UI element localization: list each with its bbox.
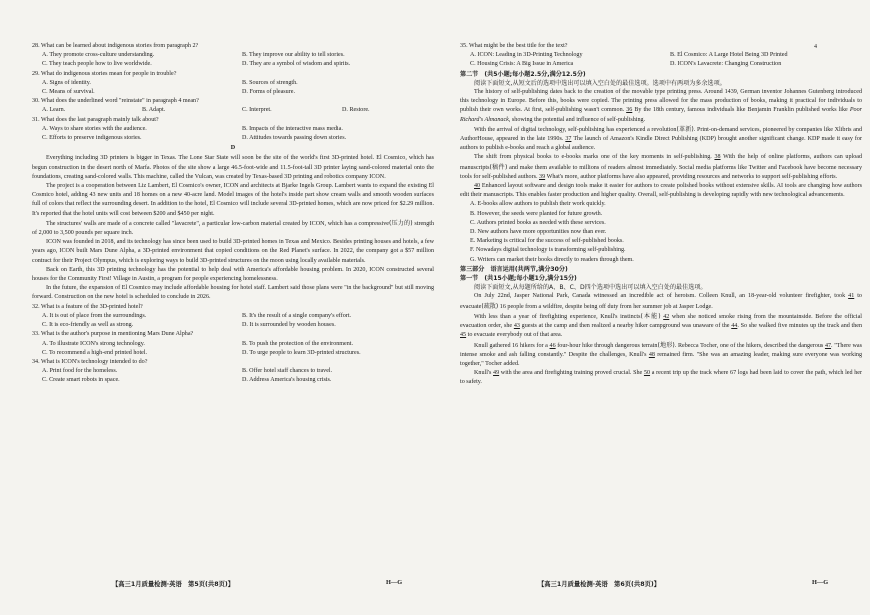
passage-paragraph [32,219,434,238]
text: guests at the camp and then realized a nearby hiker campground was unaware of the [521,323,730,330]
options-31 [32,125,434,143]
book-title: Poor Richard's Almanack [460,107,862,123]
passage-paragraph [460,369,862,387]
choice-list [460,200,862,264]
section-2-instructions: 阅读下面短文,从短文后的选项中选出可以填入空白处的最佳选项。选项中有两项为多余选项。 [474,79,726,87]
section-1-heading: 第一节 (共15小题;每小题1分,满分15分) [460,275,577,283]
option: D. It is surrounded by wooden houses. [242,322,336,329]
passage-paragraph [460,125,862,154]
left-footer-code: H—G [386,579,403,586]
gloss: (本能) [640,312,661,320]
option: C. Interpret. [242,107,272,114]
blank-39: 39 [539,173,546,180]
question-34: 34. What is ICON's technology intended to do? [32,358,148,365]
question-32: 32. What is a feature of the 3D-printed hotel? [32,303,143,310]
text: Enhanced layout software and design tools make it easier for authors to create polished books without extensive skills. AI tools are changing how authors edit their manuscripts. This enables faster production and higher quality. Overall, self-publishing is developing rapidly with new technological advancements. [460,183,862,199]
option: A. Print food for the homeless. [42,368,118,375]
text: when she noticed smoke rising from the mountainside. Before the official evacuation order, she [460,313,862,330]
text: With the help of online platforms, authors can upload manuscripts [460,154,863,171]
option: B. Adapt. [142,107,166,114]
passage-paragraph: ICON was founded in 2018, and its technology has since been used to build 3D-printed homes in Texas and Mexico. Besides printing houses and hotels, a few years ago, ICON built Mars Dune Alpha, a 3D-printed environment that copied conditions on the Red Planet's surface. In 2022, the company got a $57 million contract for their Project Olympus, which is exploring ways to build 3D-printed structures on the moon using locally available materials. [32,239,434,264]
choice: E. Marketing is critical for the success of self-published books. [470,238,624,245]
option: D. Attitudes towards passing down stories. [242,135,347,142]
left-footer-title: 【高三1月质量检测·英语 第5页(共8页)】 [112,581,235,588]
question-31: 31. What does the last paragraph mainly talk about? [32,116,159,123]
text: remained firm. "She was an amazing leader, making sure everyone was working together," Tocher added. [460,351,862,367]
text: With the arrival of digital technology, self-publishing has experienced a revolution [474,126,677,133]
option: C. They teach people how to live worldwide. [42,61,152,68]
text: strength of 2,000 to 3,500 pounds per square inch. [32,220,435,237]
option: B. They improve our ability to tell stories. [242,52,345,59]
passage-paragraph: In the future, the expansion of El Cosmico may include affordable housing for hotel staff. Lambert said those plans were "in the background" but still moving forward. Construction on the new hotel is scheduled to conclude in 2026. [32,285,434,301]
blank-42: 42 [663,313,670,320]
option: B. Offer hotel staff chances to travel. [242,368,333,375]
text: , showing the potential and influence of self-publishing. [508,116,646,123]
passage-paragraph [460,182,862,200]
blank-46: 46 [549,342,556,349]
text: . So she walked five minutes up the track and then [737,323,863,330]
option: B. El Cosmico: A Large Hotel Being 3D Printed [670,52,788,59]
passage-paragraph: Back on Earth, this 3D printing technology has the potential to help deal with America's affordable housing problem. In 2020, ICON constructed several houses for the Community First! Village in Austin, a program for people experiencing homelessness. [32,266,434,283]
text: four-hour hike through dangerous terrain [557,342,658,349]
passage-paragraph [460,341,862,370]
question-28: 28. What can be learned about indigenous stories from paragraph 2? [32,43,199,49]
option: B. It's the result of a single company's effort. [242,312,352,319]
options-35 [460,51,862,69]
options-34 [32,367,434,385]
text: With less than a year of firefighting experience, Knull's instincts [474,313,641,320]
option: C. Means of survival. [42,89,95,96]
blank-40: 40 [474,183,481,190]
part-3-heading: 第三部分 语言运用(共两节,满分30分) [460,265,568,273]
passage-paragraph [460,153,862,182]
gloss: (革新) [676,125,694,133]
options-29 [32,79,434,97]
option: A. It is out of place from the surroundings. [42,312,147,319]
passage-paragraph: Everything including 3D printers is bigger in Texas. The Lone Star State will soon be the site of the world's first 3D-printed hotel. El Cosmico, which has begun construction in the desert north of Marfa. Photos of the site show a large 46.5-foot-wide and 11.5-foot-tall 3D printer laying sand-colored material onto the foundations, creating sand-colored walls. This machine, called the Vulcan, was created by Texas-based 3D printing and robotics company ICON. [32,155,434,180]
gloss: (稿件) [489,163,508,171]
blank-48: 48 [648,351,655,358]
option: D. ICON's Lavacrete: Changing Construction [670,61,782,68]
option: A. Ways to share stories with the audience. [42,125,147,132]
gloss: (压力的) [388,219,413,227]
text: with the area and firefighting training proved crucial. She [500,370,643,377]
right-page [460,42,862,388]
section-1-instructions: 阅读下面短文,从每题所给的A、B、C、D四个选项中选出可以填入空白处的最佳选项。 [474,284,707,292]
option: A. Learn. [42,107,66,114]
passage-paragraph: The project is a cooperation between Liz Lambert, El Cosmico's owner, ICON and architects at Bjarke Ingels Group. Lambert wants to expand the existing El Cosmico hotel, adding 43 new units and 18 homes on a new 40-acre land. Model images of the hotel's inside part show cream walls and smooth wooden surfaces full of colors that reflect the surrounding desert. In addition to the hotel, El Cosmico will include several 3D-printed homes, which are now priced for $2.29 million. It's reported that the hotel units will cost between $200 and $450 per night. [32,183,434,217]
text: Knull's [474,370,492,377]
text: . Rebecca Tocher, one of the hikers, described the dangerous [674,342,824,349]
option: C. Housing Crisis: A Big Issue in America [470,61,574,68]
passage-paragraph [460,88,862,125]
option: C. To recommend a high-end printed hotel. [42,349,148,356]
choice: D. New authors have more opportunities now than ever. [470,229,607,236]
blank-44: 44 [731,323,738,330]
option: D. Restore. [342,107,370,114]
option: B. Sources of strength. [242,79,298,86]
passage-paragraph [460,292,862,311]
choice: F. Nowadays digital technology is transforming self-publishing. [470,247,626,254]
text: By the 18th century, famous individuals like Benjamin Franklin published works like [634,107,848,114]
right-footer-title: 【高三1月质量检测·英语 第6页(共8页)】 [538,581,661,588]
blank-37: 37 [565,136,572,143]
option: A. Signs of identity. [42,79,91,86]
option: D. They are a symbol of wisdom and spirits. [242,61,351,68]
option: A. To illustrate ICON's strong technology. [42,340,145,347]
question-29: 29. What do indigenous stories mean for people in trouble? [32,70,177,77]
option: D. To urge people to learn 3D-printed structures. [242,349,361,356]
choice: C. Authors printed books as needed with these services. [470,219,606,226]
blank-36: 36 [626,107,633,114]
text: to evacuate [460,293,862,310]
left-page [32,42,434,386]
options-28 [32,51,434,69]
text: The launch of Amazon's Kindle Direct Publishing (KDP) brought another significant change. KDP made it easy for authors to publish e-books and reach a global audience. [460,136,863,152]
option: B. To push the protection of the environment. [242,340,353,347]
question-30: 30. What does the underlined word "reinstate" in paragraph 4 mean? [32,98,199,105]
right-footer-code: H—G [812,579,829,586]
text: The structures' walls are made of a concrete called "lavacrete", a particular low-carbon material created by ICON, which has a compressive [46,220,389,227]
text: The shift from physical books to e-books marks one of the key moments in self-publishing. [474,154,712,161]
option: C. Create smart robots in space. [42,377,120,384]
blank-43: 43 [513,323,520,330]
blank-49: 49 [493,370,500,377]
choice: G. Writers can market their books directly to readers through them. [470,256,634,263]
blank-38: 38 [714,154,721,161]
option: D. Address America's housing crisis. [242,377,332,384]
gloss: (地形) [657,341,675,349]
text: What's more, author platforms have also appeared, providing resources and networks to support self-publishing efforts. [546,173,838,180]
text: to evacuate everybody out of that area. [467,332,563,339]
text: and make them available to millions of readers almost immediately. Social media platforms like Twitter and Facebook have become necessary tools for self-published authors. [460,164,862,180]
text: a recent trip up the track where 67 logs had been laid to cover the path, which led her to safety. [460,370,862,386]
option: B. Impacts of the interactive mass media. [242,125,343,132]
options-33 [32,340,434,358]
blank-45: 45 [460,332,467,339]
text: . Print-on-demand services, pioneered by companies like Xlibris and AuthorHouse, appeared in the late 1990s. [460,126,862,143]
page-mark: 4 [814,44,817,50]
blank-41: 41 [848,293,855,300]
options-30 [32,106,434,115]
option: C. Efforts to preserve indigenous stories. [42,135,142,142]
question-35: 35. What might be the best title for the text? [460,43,568,49]
blank-50: 50 [643,370,651,377]
option: C. It is eco-friendly as well as strong. [42,322,134,329]
options-32 [32,312,434,330]
text: 16 people from a wildfire, despite being off duty from her summer job at Jasper Lodge. [498,303,713,310]
gloss: (疏散) [481,302,499,310]
question-33: 33. What is the author's purpose in mentioning Mars Dune Alpha? [32,331,194,338]
blank-47: 47 [824,342,832,349]
text: On July 22nd, Jasper National Park, Canada witnessed an incredible act of heroism. Colleen Knull, an 18-year-old volunteer firefighter, took [474,293,846,300]
option: A. They promote cross-culture understanding. [42,52,155,59]
option: D. Forms of pleasure. [242,89,295,96]
passage-d-title: D [230,145,236,152]
section-2-heading: 第二节 (共5小题;每小题2.5分,满分12.5分) [460,70,586,78]
choice: B. However, the seeds were planted for future growth. [470,210,603,217]
text: The history of self-publishing dates back to the creation of the movable type printing press. Around 1439, German inventor Johannes Gutenberg introduced this technology in Europe. Before this, books were copied. The printing press allowed for the mass production of books, making it practical for individuals to publish their own works. At first, self-publishing wasn't common. [460,89,862,114]
option: A. ICON: Leading in 3D-Printing Technology [470,52,583,59]
text: Knull gathered 16 hikers for a [474,342,548,349]
text: . "There was intense smoke and ash falling constantly." Despite the challenges, Knull's [460,342,863,358]
choice: A. E-books allow authors to publish their work quickly. [470,201,606,208]
passage-paragraph [460,312,862,341]
